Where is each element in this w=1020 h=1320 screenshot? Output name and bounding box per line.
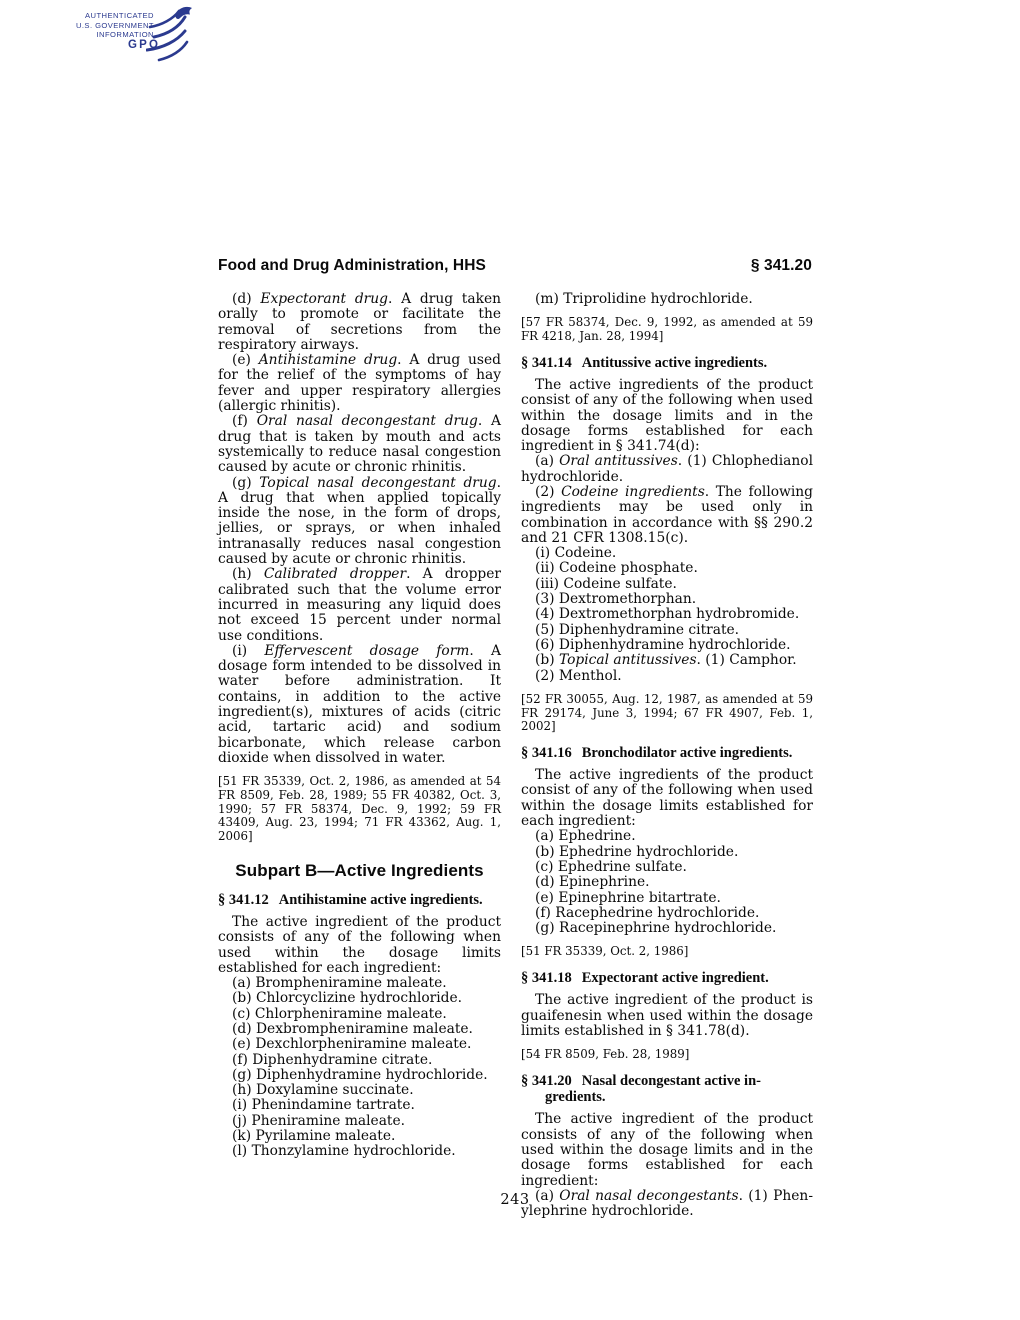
text-run: The active ingredients of the product consist of any of the following when used within the dosage limits established for each ingredient: <box>521 767 813 830</box>
subpart-heading: Subpart B—Active Ingredients <box>235 860 484 880</box>
paragraph <box>218 1037 501 1052</box>
paragraph <box>218 1144 501 1159</box>
text-run: (d) <box>232 291 261 307</box>
text-run: (i) Phenindamine tartrate. <box>232 1097 415 1114</box>
paragraph <box>521 577 813 592</box>
italic-run: Oral antitussives <box>559 453 678 470</box>
section-heading <box>521 970 813 986</box>
paragraph <box>521 454 813 485</box>
text-run: (m) Triprolidine hydrochloride. <box>535 291 753 307</box>
text-run: . A dosage form intended to be dissolved in water before administration. It contains, in addition to the active ingredient(s), mixtures of acids (citric acid, tartaric acid) and sodium bicarbonate, which release carbon dioxide when dissolved in water. <box>218 642 501 766</box>
paragraph <box>521 638 813 653</box>
text-run: (e) Dexchlorpheniramine maleate. <box>232 1036 472 1053</box>
paragraph <box>218 1053 501 1068</box>
text-run: (f) <box>232 413 257 430</box>
section-number: § 341.20 <box>521 1072 572 1089</box>
paragraph <box>521 546 813 561</box>
paragraph <box>218 991 501 1006</box>
gpo-logo-text <box>70 11 154 40</box>
gpo-logo <box>70 6 202 70</box>
gpo-logo-line: INFORMATION <box>96 30 154 40</box>
text-run: [57 FR 58374, Dec. 9, 1992, as amended at 59 FR 4218, Jan. 28, 1994] <box>521 315 813 343</box>
paragraph <box>521 1112 813 1188</box>
italic-run: Oral nasal decongestant drug <box>256 413 478 430</box>
section-title: Expectorant active ingredient. <box>581 970 769 987</box>
text-run: (f) Diphenhydramine citrate. <box>232 1051 433 1068</box>
header-section-ref: § 341.20 <box>750 257 812 274</box>
italic-run: Oral nasal decongestants <box>559 1187 739 1204</box>
paragraph <box>521 592 813 607</box>
paragraph <box>521 653 813 668</box>
italic-run: Calibrated dropper <box>263 566 407 583</box>
text-run: (e) <box>232 352 259 369</box>
text-run: (a) Brompheniramine maleate. <box>232 975 447 992</box>
text-run: . A drug that is taken by mouth and acts systemically to reduce nasal congestion caused by acute or chronic rhinitis. <box>218 413 501 476</box>
section-heading <box>521 745 813 761</box>
italic-run: Codeine ingredients <box>561 483 705 500</box>
text-run: (a) Ephedrine. <box>535 828 636 845</box>
text-run: . A drug taken orally to promote or facilitate the removal of secretions from the respiratory airways. <box>218 291 501 353</box>
text-run: The active ingredient of the product is guaifenesin when used within the dosage limits established in § 341.78(d). <box>521 992 813 1039</box>
paragraph <box>218 976 501 991</box>
text-run: (d) Dexbrompheniramine maleate. <box>232 1021 473 1037</box>
source-citation <box>521 1048 813 1062</box>
text-run: . A drug used for the relief of the symptoms of hay fever and upper respiratory allergies (allergic rhinitis). <box>218 352 501 415</box>
page-number: 243 <box>500 1192 530 1208</box>
text-run: The active ingredient of the product consists of any of the following when used within the dosage limits and in the dosage forms established for each ingredient: <box>521 1111 813 1189</box>
paragraph <box>218 292 501 353</box>
text-run: (6) Diphenhydramine hydrochloride. <box>535 636 791 653</box>
text-run: (b) Ephedrine hydrochloride. <box>535 843 739 860</box>
text-run: (c) Chlorpheniramine maleate. <box>232 1005 447 1022</box>
text-run: (a) <box>535 453 560 470</box>
paragraph <box>521 906 813 921</box>
paragraph <box>218 1068 501 1083</box>
text-run: (j) Pheniramine maleate. <box>232 1112 406 1129</box>
paragraph <box>521 891 813 906</box>
header-agency: Food and Drug Administration, HHS <box>218 257 486 274</box>
text-run: (2) Menthol. <box>535 667 622 684</box>
paragraph <box>218 1007 501 1022</box>
page-header <box>218 257 812 275</box>
italic-run: Expectorant drug <box>260 291 388 307</box>
paragraph <box>521 607 813 622</box>
paragraph <box>218 353 501 414</box>
text-run: The active ingredient of the product consists of any of the following when used within the dosage limits established for each ingredient: <box>218 913 501 976</box>
paragraph <box>218 1114 501 1129</box>
paragraph <box>521 860 813 875</box>
text-run: . A dropper calibrated such that the volume error incurred in measuring any liquid does not exceed 15 percent under normal use conditions. <box>218 566 501 644</box>
paragraph <box>218 1022 501 1037</box>
section-number: § 341.12 <box>218 891 269 908</box>
text-run: [51 FR 35339, Oct. 2, 1986, as amended at 54 FR 8509, Feb. 28, 1989; 55 FR 40382, Oct. 3, 1990; 57 FR 58374, Dec. 9, 1992; 59 FR 43409, Aug. 23, 1994; 71 FR 43362, Aug. 1, 2006] <box>218 774 501 844</box>
paragraph <box>218 414 501 475</box>
text-run: . (1) Camphor. <box>696 652 797 669</box>
source-citation <box>521 693 813 734</box>
section-number: § 341.18 <box>521 970 572 987</box>
text-run: [51 FR 35339, Oct. 2, 1986] <box>521 944 689 959</box>
section-title: Bronchodilator active ingredients. <box>581 744 793 761</box>
text-run: . A drug that when applied topically inside the nose, in the form of drops, jellies, or sprays, or when inhaled intranasally reduces nasal congestion caused by acute or chronic rhinitis. <box>218 474 501 568</box>
text-run: (i) Codeine. <box>535 545 617 562</box>
paragraph <box>521 378 813 454</box>
text-run: (h) Doxylamine succinate. <box>232 1082 414 1099</box>
gpo-eagle-icon <box>146 6 194 66</box>
section-heading <box>521 1073 813 1105</box>
paragraph <box>521 921 813 936</box>
text-run: (g) Diphenhydramine hydrochloride. <box>232 1066 488 1083</box>
text-run: (l) Thonzylamine hydrochloride. <box>232 1143 456 1160</box>
section-heading <box>521 355 813 371</box>
paragraph <box>521 993 813 1039</box>
paragraph <box>521 845 813 860</box>
source-citation <box>218 775 501 844</box>
section-title: Antitussive active ingredients. <box>581 354 768 371</box>
paragraph <box>521 768 813 829</box>
text-run: . The following ingredients may be used only in combination in accordance with §§ 290.2 and 21 CFR 1308.15(c). <box>521 483 813 546</box>
text-run: (a) <box>535 1187 560 1204</box>
source-citation <box>521 316 813 343</box>
gpo-logo-line: U.S. GOVERNMENT <box>75 20 154 30</box>
text-run: [54 FR 8509, Feb. 28, 1989] <box>521 1047 690 1062</box>
text-run: . (1) Phenylephrine hydrochloride. <box>521 1187 813 1220</box>
paragraph <box>218 1129 501 1144</box>
paragraph <box>218 1083 501 1098</box>
text-run: The active ingredients of the product consist of any of the following when used within the dosage limits and in the dosage forms established for each ingredient in § 341.74(d): <box>521 376 813 455</box>
paragraph <box>218 915 501 976</box>
italic-run: Effervescent dosage form <box>264 642 470 659</box>
right-column <box>521 292 813 1219</box>
left-column <box>218 292 501 1160</box>
text-run: (h) <box>232 566 264 583</box>
text-run: (e) Epinephrine bitartrate. <box>535 889 721 906</box>
text-run: (3) Dextromethorphan. <box>535 591 697 608</box>
text-run: (4) Dextromethorphan hydrobromide. <box>535 606 800 623</box>
text-run: (f) Racephedrine hydrochloride. <box>535 904 760 921</box>
text-run: (d) Epinephrine. <box>535 874 650 891</box>
italic-run: Topical nasal decongestant drug <box>259 474 497 491</box>
paragraph <box>521 561 813 576</box>
paragraph <box>218 567 501 643</box>
paragraph <box>521 292 813 307</box>
source-citation <box>521 945 813 959</box>
text-run: (2) <box>535 483 562 500</box>
paragraph <box>218 644 501 766</box>
section-heading <box>218 892 501 908</box>
text-run: (5) Diphenhydramine citrate. <box>535 621 740 638</box>
paragraph <box>521 829 813 844</box>
text-run: (b) Chlorcyclizine hydrochloride. <box>232 990 463 1007</box>
italic-run: Topical antitussives <box>558 652 697 669</box>
paragraph <box>521 875 813 890</box>
paragraph <box>218 476 501 568</box>
text-run: [52 FR 30055, Aug. 12, 1987, as amended at 59 FR 29174, June 3, 1994; 67 FR 4907, Feb. 1, 2002] <box>521 691 813 734</box>
text-run: (ii) Codeine phosphate. <box>535 560 698 577</box>
paragraph <box>521 623 813 638</box>
text-run: (k) Pyrilamine maleate. <box>232 1128 396 1145</box>
gpo-logo-line: AUTHENTICATED <box>85 11 154 20</box>
text-run: (i) <box>232 642 265 659</box>
section-number: § 341.14 <box>521 354 572 371</box>
text-run: (g) <box>232 474 260 491</box>
paragraph <box>521 669 813 684</box>
paragraph <box>521 485 813 546</box>
text-run: (iii) Codeine sulfate. <box>535 575 677 592</box>
section-number: § 341.16 <box>521 744 572 761</box>
section-title: Antihistamine active ingredients. <box>278 891 483 908</box>
gpo-wordmark: GPO <box>128 39 161 51</box>
italic-run: Antihistamine drug <box>258 352 398 369</box>
section-title: Nasal decongestant active ingredients. <box>545 1072 761 1106</box>
text-run: (c) Ephedrine sulfate. <box>535 858 687 875</box>
text-run: . (1) Chlophedianol hydrochloride. <box>521 453 813 485</box>
text-run: (g) Racepinephrine hydrochloride. <box>535 920 777 937</box>
text-run: (b) <box>535 652 559 669</box>
paragraph <box>218 1098 501 1113</box>
